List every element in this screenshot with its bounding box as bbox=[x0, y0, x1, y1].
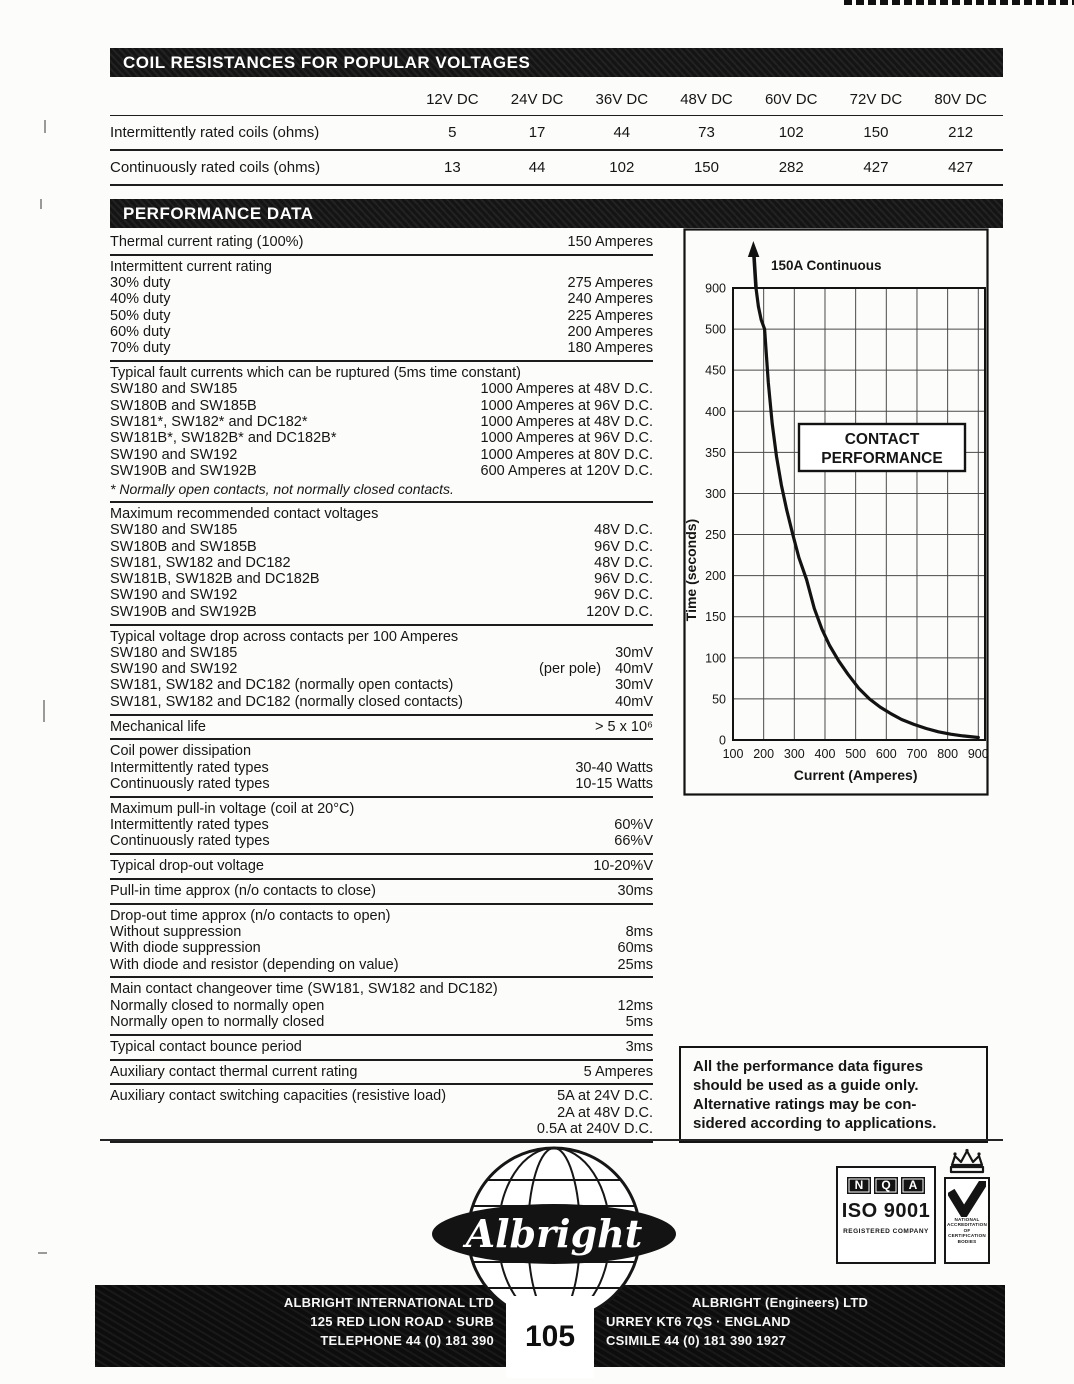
performance-row bbox=[110, 430, 653, 446]
performance-block bbox=[110, 362, 653, 503]
performance-row bbox=[110, 677, 653, 693]
performance-block bbox=[110, 256, 653, 362]
checkmark-icon bbox=[948, 1181, 986, 1217]
performance-value-wrap bbox=[626, 1039, 653, 1055]
performance-row bbox=[110, 555, 653, 571]
coil-col-header: 36V DC bbox=[595, 91, 649, 108]
section-header-coil-resistances bbox=[110, 48, 1003, 77]
performance-value: 275 Amperes bbox=[567, 275, 653, 292]
x-axis-label: Current (Amperes) bbox=[793, 767, 918, 783]
performance-label: 50% duty bbox=[110, 307, 171, 324]
coil-table-header-row bbox=[110, 84, 1003, 116]
performance-value-wrap bbox=[568, 308, 653, 324]
performance-label: SW181, SW182 and DC182 (normally open contacts) bbox=[110, 677, 454, 694]
performance-row bbox=[110, 324, 653, 340]
coil-col-header: 72V DC bbox=[849, 91, 903, 108]
coil-value: 17 bbox=[528, 124, 546, 141]
performance-note: (per pole) bbox=[539, 661, 602, 678]
performance-value: 240 Amperes bbox=[567, 291, 653, 308]
performance-value: 1000 Amperes at 48V D.C. bbox=[480, 413, 653, 430]
performance-label: SW190B and SW192B bbox=[110, 603, 257, 620]
performance-label: SW190 and SW192 bbox=[110, 661, 238, 678]
performance-value-wrap bbox=[615, 677, 653, 693]
performance-heading: Coil power dissipation bbox=[110, 743, 252, 760]
performance-label: Normally open to normally closed bbox=[110, 1013, 325, 1030]
performance-value: 10-15 Watts bbox=[575, 775, 653, 792]
coil-value: 44 bbox=[528, 159, 546, 176]
performance-value: 30ms bbox=[617, 882, 653, 899]
performance-row bbox=[110, 340, 653, 356]
certification-badges bbox=[836, 1148, 994, 1266]
coil-resistance-table bbox=[110, 84, 1003, 186]
performance-label: SW180 and SW185 bbox=[110, 644, 238, 661]
performance-value: > 5 x 10⁶ bbox=[595, 718, 653, 735]
performance-label: Auxiliary contact switching capacities (resistive load) bbox=[110, 1088, 447, 1105]
performance-value-wrap bbox=[615, 645, 653, 661]
performance-value-wrap bbox=[537, 1121, 653, 1137]
note-line: sidered according to applications. bbox=[693, 1115, 937, 1132]
performance-block bbox=[110, 798, 653, 855]
arrow-up-icon bbox=[748, 241, 760, 257]
performance-value: 3ms bbox=[625, 1038, 653, 1055]
performance-value-wrap bbox=[618, 998, 653, 1014]
performance-value: 5 Amperes bbox=[583, 1063, 653, 1080]
y-tick-label: 200 bbox=[705, 569, 726, 584]
performance-value: 200 Amperes bbox=[567, 323, 653, 340]
performance-value-wrap bbox=[481, 463, 654, 479]
crown-icon bbox=[946, 1148, 988, 1175]
y-tick-label: 500 bbox=[705, 322, 726, 337]
performance-value-wrap bbox=[594, 522, 653, 538]
contact-performance-chart bbox=[683, 228, 989, 796]
coil-value: 427 bbox=[863, 159, 889, 176]
performance-value-wrap bbox=[481, 381, 654, 397]
performance-value-wrap bbox=[557, 1105, 653, 1121]
performance-label: Auxiliary contact thermal current rating bbox=[110, 1063, 358, 1080]
performance-value: 30-40 Watts bbox=[575, 759, 653, 776]
performance-row bbox=[110, 539, 653, 555]
y-tick-label: 0 bbox=[719, 733, 726, 748]
performance-block bbox=[110, 1036, 653, 1061]
performance-value: 5ms bbox=[625, 1013, 653, 1030]
accreditation-text: NATIONAL bbox=[954, 1217, 980, 1222]
performance-block bbox=[110, 231, 653, 256]
performance-value-wrap bbox=[594, 555, 653, 571]
performance-value-wrap bbox=[557, 1088, 653, 1104]
x-tick-label: 700 bbox=[906, 747, 928, 761]
performance-label: Thermal current rating (100%) bbox=[110, 234, 304, 250]
footer-line: 125 RED LION ROAD · SURB bbox=[310, 1314, 494, 1329]
performance-row bbox=[110, 381, 653, 397]
performance-row bbox=[110, 604, 653, 620]
performance-block bbox=[110, 740, 653, 797]
footer-line: ALBRIGHT (Engineers) LTD bbox=[692, 1295, 869, 1310]
scan-artifact bbox=[38, 1252, 47, 1254]
performance-label: Intermittently rated types bbox=[110, 759, 269, 776]
nqa-letter: Q bbox=[874, 1177, 898, 1194]
performance-value-wrap bbox=[568, 324, 653, 340]
performance-row bbox=[110, 924, 653, 940]
performance-label: Normally closed to normally open bbox=[110, 997, 325, 1014]
performance-value-wrap bbox=[614, 833, 653, 849]
performance-value-wrap bbox=[614, 817, 653, 833]
performance-heading: Intermittent current rating bbox=[110, 258, 272, 275]
coil-value: 73 bbox=[698, 124, 715, 141]
accreditation-text: OF CERTIFICATION bbox=[948, 1227, 986, 1239]
performance-note-box bbox=[679, 1046, 988, 1143]
performance-value-wrap bbox=[626, 924, 653, 940]
performance-heading: Main contact changeover time (SW181, SW182 and DC182) bbox=[110, 981, 498, 998]
performance-heading: Typical fault currents which can be ruptured (5ms time constant) bbox=[110, 365, 522, 382]
scan-artifact bbox=[844, 0, 1074, 5]
y-axis-label: Time (seconds) bbox=[683, 518, 699, 622]
coil-table-row bbox=[110, 116, 1003, 151]
performance-row bbox=[110, 694, 653, 710]
logo-wordmark: Albright bbox=[465, 1211, 643, 1256]
performance-label: SW190 and SW192 bbox=[110, 587, 238, 604]
performance-value: 12ms bbox=[617, 997, 653, 1014]
footer-line: URREY KT6 7QS · ENGLAND bbox=[606, 1314, 791, 1329]
performance-label: 40% duty bbox=[110, 291, 171, 308]
performance-value: 96V D.C. bbox=[594, 571, 653, 588]
performance-label: 70% duty bbox=[110, 340, 171, 357]
performance-label: SW181B, SW182B and DC182B bbox=[110, 571, 320, 588]
performance-row bbox=[110, 760, 653, 776]
performance-row bbox=[110, 275, 653, 291]
performance-value-wrap bbox=[626, 1014, 653, 1030]
x-tick-label: 500 bbox=[845, 747, 867, 761]
performance-heading: Maximum pull-in voltage (coil at 20°C) bbox=[110, 800, 355, 817]
y-tick-label: 250 bbox=[705, 528, 726, 543]
performance-value: 10-20%V bbox=[593, 858, 653, 875]
coil-col-header: 80V DC bbox=[934, 91, 987, 108]
performance-row bbox=[110, 1014, 653, 1030]
performance-row bbox=[110, 858, 653, 874]
performance-value-wrap bbox=[584, 1064, 653, 1080]
nqa-logo bbox=[838, 1177, 934, 1194]
chart-title-line: CONTACT bbox=[844, 431, 920, 448]
performance-label: Mechanical life bbox=[110, 718, 206, 735]
performance-value-wrap bbox=[575, 760, 653, 776]
scan-artifact bbox=[43, 700, 45, 722]
note-line: should be used as a guide only. bbox=[693, 1077, 919, 1094]
performance-value: 8ms bbox=[625, 923, 653, 940]
performance-value: 150 Amperes bbox=[567, 234, 653, 250]
performance-value: 48V D.C. bbox=[594, 522, 653, 539]
footer-line: TELEPHONE 44 (0) 181 390 bbox=[320, 1333, 494, 1348]
performance-label: SW180B and SW185B bbox=[110, 397, 257, 414]
coil-value: 150 bbox=[693, 159, 719, 176]
performance-value: 120V D.C. bbox=[586, 603, 653, 620]
performance-data-list bbox=[110, 231, 653, 1143]
performance-row bbox=[110, 776, 653, 792]
performance-value-wrap bbox=[593, 858, 653, 874]
performance-value: 1000 Amperes at 80V D.C. bbox=[480, 446, 653, 463]
performance-row bbox=[110, 234, 653, 250]
performance-label: Without suppression bbox=[110, 923, 242, 940]
coil-value: 5 bbox=[448, 124, 457, 141]
performance-label: SW181*, SW182* and DC182* bbox=[110, 413, 308, 430]
performance-value: 5A at 24V D.C. bbox=[557, 1088, 653, 1105]
performance-label: SW181B*, SW182B* and DC182B* bbox=[110, 430, 337, 447]
performance-value: 25ms bbox=[617, 956, 653, 973]
performance-label: With diode suppression bbox=[110, 940, 261, 957]
chart-frame-border bbox=[685, 230, 988, 795]
performance-row bbox=[110, 1064, 653, 1080]
performance-label: SW181, SW182 and DC182 (normally closed contacts) bbox=[110, 693, 463, 710]
performance-label: SW190 and SW192 bbox=[110, 446, 238, 463]
x-tick-label: 100 bbox=[722, 747, 744, 761]
performance-row bbox=[110, 1121, 653, 1137]
coil-row-label: Continuously rated coils (ohms) bbox=[110, 159, 321, 176]
performance-label: Continuously rated types bbox=[110, 833, 270, 850]
performance-value-wrap bbox=[481, 447, 654, 463]
performance-value-wrap bbox=[618, 883, 653, 899]
performance-value-wrap bbox=[481, 414, 654, 430]
performance-value-wrap bbox=[539, 661, 653, 677]
section-title: PERFORMANCE DATA bbox=[123, 203, 314, 223]
coil-col-header: 48V DC bbox=[680, 91, 733, 108]
nqa-letter: N bbox=[847, 1177, 871, 1194]
performance-value: 48V D.C. bbox=[594, 554, 653, 571]
performance-row bbox=[110, 463, 653, 479]
coil-header-empty bbox=[110, 92, 410, 108]
performance-block bbox=[110, 855, 653, 880]
y-tick-label: 350 bbox=[705, 445, 726, 460]
performance-value: 30mV bbox=[615, 677, 653, 694]
performance-value-wrap bbox=[568, 275, 653, 291]
footer-line: CSIMILE 44 (0) 181 390 1927 bbox=[606, 1333, 787, 1348]
continuous-rating-annotation: 150A Continuous bbox=[771, 258, 882, 273]
performance-value: 66%V bbox=[614, 833, 653, 850]
performance-value-wrap bbox=[618, 940, 653, 956]
performance-row bbox=[110, 587, 653, 603]
y-tick-label: 100 bbox=[705, 651, 726, 666]
y-tick-label: 900 bbox=[705, 281, 726, 296]
chart-canvas bbox=[683, 228, 989, 796]
performance-value: 40mV bbox=[615, 693, 653, 710]
accreditation-text: ACCREDITATION bbox=[947, 1222, 987, 1228]
performance-value-wrap bbox=[594, 571, 653, 587]
performance-label: SW180 and SW185 bbox=[110, 381, 238, 398]
performance-value-wrap bbox=[575, 776, 653, 792]
performance-row bbox=[110, 833, 653, 849]
performance-label: Typical drop-out voltage bbox=[110, 858, 264, 875]
performance-curve bbox=[756, 288, 978, 738]
performance-value: 2A at 48V D.C. bbox=[557, 1104, 653, 1121]
performance-value: 60ms bbox=[617, 940, 653, 957]
performance-label: SW180 and SW185 bbox=[110, 522, 238, 539]
curve-arrow-shaft bbox=[754, 254, 756, 288]
performance-row bbox=[110, 1039, 653, 1055]
performance-value: 225 Amperes bbox=[567, 307, 653, 324]
note-line: Alternative ratings may be con- bbox=[693, 1096, 917, 1113]
performance-block bbox=[110, 1085, 653, 1142]
performance-row bbox=[110, 817, 653, 833]
performance-label: SW190B and SW192B bbox=[110, 462, 257, 479]
performance-heading: Drop-out time approx (n/o contacts to open) bbox=[110, 907, 391, 924]
performance-value-wrap bbox=[618, 957, 653, 973]
performance-label: Typical contact bounce period bbox=[110, 1038, 302, 1055]
performance-footnote: * Normally open contacts, not normally closed contacts. bbox=[110, 481, 454, 498]
performance-value: 180 Amperes bbox=[567, 340, 653, 357]
accreditation-badge bbox=[944, 1177, 990, 1264]
page-number bbox=[506, 1296, 594, 1378]
performance-value: 40mV bbox=[615, 661, 653, 678]
performance-value: 0.5A at 240V D.C. bbox=[536, 1120, 653, 1137]
performance-value-wrap bbox=[568, 234, 653, 250]
coil-value: 13 bbox=[444, 159, 461, 176]
performance-row bbox=[110, 522, 653, 538]
performance-label: Continuously rated types bbox=[110, 775, 270, 792]
performance-row bbox=[110, 957, 653, 973]
performance-label: SW181, SW182 and DC182 bbox=[110, 554, 291, 571]
performance-value: 30mV bbox=[615, 644, 653, 661]
horizontal-rule bbox=[100, 1139, 1003, 1141]
performance-value: 96V D.C. bbox=[594, 587, 653, 604]
performance-block bbox=[110, 1061, 653, 1086]
performance-value-wrap bbox=[594, 587, 653, 603]
performance-row bbox=[110, 571, 653, 587]
performance-label: Intermittently rated types bbox=[110, 817, 269, 833]
coil-value: 102 bbox=[778, 124, 804, 141]
scan-artifact bbox=[44, 120, 46, 133]
performance-heading: Typical voltage drop across contacts per 100 Amperes bbox=[110, 628, 459, 645]
performance-label: With diode and resistor (depending on value) bbox=[110, 956, 399, 973]
performance-row bbox=[110, 398, 653, 414]
performance-label bbox=[110, 1105, 114, 1121]
performance-value-wrap bbox=[594, 539, 653, 555]
performance-heading: Maximum recommended contact voltages bbox=[110, 505, 379, 522]
performance-value: 60%V bbox=[614, 817, 653, 833]
performance-value: 96V D.C. bbox=[594, 538, 653, 555]
x-tick-label: 300 bbox=[783, 747, 805, 761]
accreditation-text: BODIES bbox=[957, 1238, 977, 1244]
nqa-letter: A bbox=[901, 1177, 925, 1194]
y-tick-label: 150 bbox=[705, 610, 726, 625]
performance-value-wrap bbox=[568, 340, 653, 356]
performance-row bbox=[110, 719, 653, 735]
footer-line: ALBRIGHT INTERNATIONAL LTD bbox=[283, 1295, 494, 1310]
performance-row bbox=[110, 291, 653, 307]
iso9001-label: ISO 9001 bbox=[841, 1200, 931, 1222]
performance-value-wrap bbox=[615, 694, 653, 710]
y-tick-label: 50 bbox=[712, 692, 726, 707]
x-tick-label: 900 bbox=[967, 747, 989, 761]
y-tick-label: 450 bbox=[705, 363, 726, 378]
performance-label: SW180B and SW185B bbox=[110, 538, 257, 555]
performance-value: 1000 Amperes at 96V D.C. bbox=[480, 430, 653, 447]
performance-value: 1000 Amperes at 96V D.C. bbox=[480, 397, 653, 414]
chart-title-line: PERFORMANCE bbox=[821, 450, 943, 467]
performance-row bbox=[110, 308, 653, 324]
x-tick-label: 400 bbox=[814, 747, 836, 761]
registered-company-label: REGISTERED COMPANY bbox=[843, 1228, 929, 1235]
y-tick-label: 300 bbox=[705, 486, 726, 501]
scan-artifact bbox=[40, 199, 42, 209]
performance-value-wrap bbox=[586, 604, 653, 620]
performance-row bbox=[110, 998, 653, 1014]
performance-value-wrap bbox=[481, 430, 654, 446]
performance-value: 1000 Amperes at 48V D.C. bbox=[480, 381, 653, 398]
coil-value: 427 bbox=[948, 159, 974, 176]
performance-row bbox=[110, 1088, 653, 1104]
x-tick-label: 800 bbox=[937, 747, 959, 761]
section-header-performance-data bbox=[110, 199, 1003, 228]
coil-col-header: 24V DC bbox=[510, 91, 564, 108]
performance-block bbox=[110, 978, 653, 1035]
coil-value: 282 bbox=[778, 159, 804, 176]
performance-block bbox=[110, 626, 653, 716]
performance-block bbox=[110, 880, 653, 905]
performance-block bbox=[110, 905, 653, 979]
coil-row-label: Intermittently rated coils (ohms) bbox=[110, 124, 320, 141]
performance-row bbox=[110, 661, 653, 677]
coil-value: 212 bbox=[948, 124, 974, 141]
x-tick-label: 200 bbox=[753, 747, 775, 761]
performance-row bbox=[110, 414, 653, 430]
y-tick-label: 400 bbox=[705, 404, 726, 419]
coil-col-header: 12V DC bbox=[426, 91, 479, 108]
performance-label bbox=[110, 1121, 114, 1137]
section-title: COIL RESISTANCES FOR POPULAR VOLTAGES bbox=[123, 52, 531, 72]
performance-value-wrap bbox=[568, 291, 653, 307]
performance-row bbox=[110, 883, 653, 899]
performance-block bbox=[110, 503, 653, 626]
performance-label: 30% duty bbox=[110, 275, 171, 292]
performance-label: Pull-in time approx (n/o contacts to close) bbox=[110, 882, 376, 899]
performance-row bbox=[110, 940, 653, 956]
coil-value: 44 bbox=[613, 124, 631, 141]
performance-value-wrap bbox=[595, 719, 653, 735]
page-number-value: 105 bbox=[524, 1320, 576, 1353]
performance-row bbox=[110, 1105, 653, 1121]
coil-col-header: 60V DC bbox=[764, 91, 818, 108]
performance-value: 600 Amperes at 120V D.C. bbox=[480, 462, 653, 479]
coil-value: 150 bbox=[863, 124, 889, 141]
x-tick-label: 600 bbox=[875, 747, 897, 761]
performance-row bbox=[110, 645, 653, 661]
performance-value-wrap bbox=[481, 398, 654, 414]
note-line: All the performance data figures bbox=[693, 1058, 924, 1075]
performance-block bbox=[110, 716, 653, 741]
performance-row bbox=[110, 447, 653, 463]
iso9001-badge bbox=[836, 1166, 936, 1264]
coil-table-row bbox=[110, 151, 1003, 186]
performance-label: 60% duty bbox=[110, 323, 171, 340]
coil-value: 102 bbox=[609, 159, 635, 176]
